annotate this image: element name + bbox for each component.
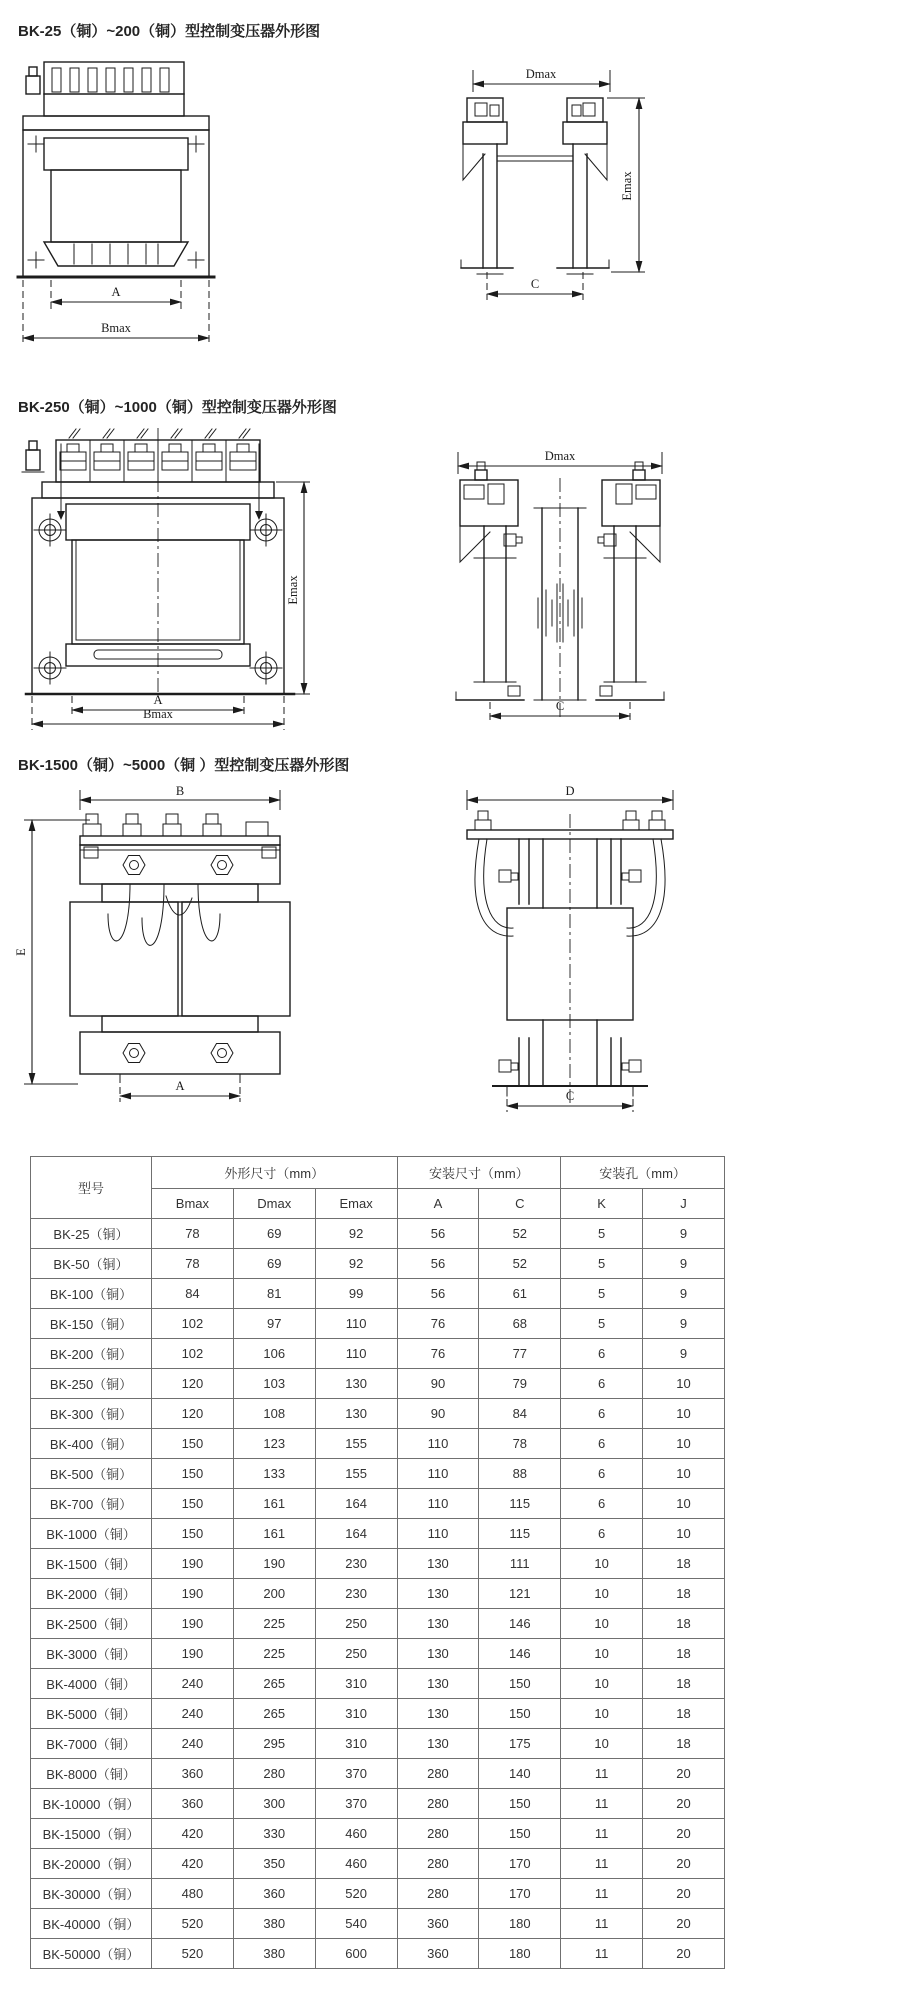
cell-value: 10 <box>643 1399 725 1429</box>
cell-value: 52 <box>479 1219 561 1249</box>
cell-model: BK-25（铜） <box>31 1219 152 1249</box>
cell-value: 280 <box>397 1789 479 1819</box>
cell-value: 11 <box>561 1849 643 1879</box>
table-row <box>31 1579 725 1609</box>
dimension-emax <box>276 482 310 694</box>
dimension-a <box>51 280 181 310</box>
cell-value: 170 <box>479 1849 561 1879</box>
col-header-k: K <box>561 1189 643 1219</box>
cell-value: 61 <box>479 1279 561 1309</box>
top-clamp <box>80 836 280 884</box>
cell-model: BK-2000（铜） <box>31 1579 152 1609</box>
cell-value: 130 <box>397 1609 479 1639</box>
table-row <box>31 1309 725 1339</box>
cell-value: 9 <box>643 1219 725 1249</box>
table-row <box>31 1279 725 1309</box>
cell-value: 18 <box>643 1609 725 1639</box>
table-row <box>31 1399 725 1429</box>
cell-value: 240 <box>152 1729 234 1759</box>
cell-value: 18 <box>643 1699 725 1729</box>
cell-value: 106 <box>233 1339 315 1369</box>
table-row <box>31 1549 725 1579</box>
table-row <box>31 1489 725 1519</box>
col-header-emax: Emax <box>315 1189 397 1219</box>
table-row <box>31 1519 725 1549</box>
cell-value: 5 <box>561 1309 643 1339</box>
cell-value: 150 <box>152 1519 234 1549</box>
cell-value: 9 <box>643 1339 725 1369</box>
cell-value: 460 <box>315 1819 397 1849</box>
bk250-side-view-drawing <box>450 448 670 728</box>
cell-value: 600 <box>315 1939 397 1969</box>
cell-value: 130 <box>315 1399 397 1429</box>
cell-value: 10 <box>643 1369 725 1399</box>
cell-value: 69 <box>233 1219 315 1249</box>
cell-value: 20 <box>643 1939 725 1969</box>
cell-value: 110 <box>315 1309 397 1339</box>
bk1500-front-view-drawing <box>12 786 312 1116</box>
table-row <box>31 1819 725 1849</box>
cell-value: 77 <box>479 1339 561 1369</box>
table-row <box>31 1249 725 1279</box>
cell-value: 10 <box>561 1609 643 1639</box>
cell-value: 225 <box>233 1609 315 1639</box>
cell-model: BK-100（铜） <box>31 1279 152 1309</box>
cell-value: 11 <box>561 1939 643 1969</box>
cell-value: 84 <box>479 1399 561 1429</box>
cell-model: BK-2500（铜） <box>31 1609 152 1639</box>
cell-value: 230 <box>315 1549 397 1579</box>
table-row <box>31 1879 725 1909</box>
cell-model: BK-30000（铜） <box>31 1879 152 1909</box>
cell-value: 150 <box>152 1429 234 1459</box>
dim-label-b: B <box>175 784 185 798</box>
cell-model: BK-300（铜） <box>31 1399 152 1429</box>
cell-value: 102 <box>152 1339 234 1369</box>
cell-value: 295 <box>233 1729 315 1759</box>
dimension-b <box>80 784 280 810</box>
cell-value: 52 <box>479 1249 561 1279</box>
cell-value: 56 <box>397 1279 479 1309</box>
table-row <box>31 1609 725 1639</box>
left-bolt <box>22 441 44 472</box>
cell-value: 250 <box>315 1639 397 1669</box>
cell-value: 18 <box>643 1579 725 1609</box>
coils <box>70 884 290 1032</box>
cell-value: 380 <box>233 1909 315 1939</box>
cell-value: 225 <box>233 1639 315 1669</box>
table-row <box>31 1459 725 1489</box>
cell-value: 78 <box>152 1249 234 1279</box>
dim-label-emax: Emax <box>286 575 300 605</box>
cell-value: 68 <box>479 1309 561 1339</box>
cell-value: 420 <box>152 1819 234 1849</box>
cell-value: 480 <box>152 1879 234 1909</box>
dimension-e <box>14 820 90 1084</box>
cell-value: 161 <box>233 1489 315 1519</box>
table-row <box>31 1429 725 1459</box>
cell-model: BK-4000（铜） <box>31 1669 152 1699</box>
cell-model: BK-250（铜） <box>31 1369 152 1399</box>
cell-model: BK-5000（铜） <box>31 1699 152 1729</box>
table-row <box>31 1759 725 1789</box>
dimension-dmax <box>473 67 610 92</box>
section3-heading: BK-1500（铜）~5000（铜 ）型控制变压器外形图 <box>18 757 350 774</box>
cell-value: 280 <box>397 1849 479 1879</box>
cell-value: 92 <box>315 1219 397 1249</box>
cell-value: 150 <box>479 1669 561 1699</box>
cell-model: BK-40000（铜） <box>31 1909 152 1939</box>
cell-value: 10 <box>643 1429 725 1459</box>
cell-model: BK-150（铜） <box>31 1309 152 1339</box>
top-terminal-bolts <box>83 814 268 836</box>
cell-value: 10 <box>643 1459 725 1489</box>
dim-label-e: E <box>14 948 28 956</box>
cell-value: 88 <box>479 1459 561 1489</box>
cell-value: 10 <box>561 1729 643 1759</box>
cell-value: 6 <box>561 1459 643 1489</box>
cell-value: 111 <box>479 1549 561 1579</box>
cell-value: 115 <box>479 1489 561 1519</box>
cell-value: 250 <box>315 1609 397 1639</box>
group-header-mounting-size: 安装尺寸（mm） <box>397 1157 561 1189</box>
cell-value: 110 <box>397 1519 479 1549</box>
cell-value: 350 <box>233 1849 315 1879</box>
cell-value: 300 <box>233 1789 315 1819</box>
cell-value: 130 <box>397 1639 479 1669</box>
dimension-c <box>507 1088 633 1112</box>
left-bracket <box>460 462 522 562</box>
cell-value: 150 <box>479 1819 561 1849</box>
transformer-body <box>18 116 214 277</box>
cell-value: 540 <box>315 1909 397 1939</box>
dim-label-d: D <box>565 784 575 798</box>
cell-value: 115 <box>479 1519 561 1549</box>
cell-value: 123 <box>233 1429 315 1459</box>
cell-value: 20 <box>643 1819 725 1849</box>
cell-value: 11 <box>561 1789 643 1819</box>
cell-value: 79 <box>479 1369 561 1399</box>
cell-value: 121 <box>479 1579 561 1609</box>
cell-value: 9 <box>643 1249 725 1279</box>
cell-value: 11 <box>561 1819 643 1849</box>
cell-value: 10 <box>561 1549 643 1579</box>
cell-value: 130 <box>315 1369 397 1399</box>
cell-model: BK-8000（铜） <box>31 1759 152 1789</box>
cell-value: 56 <box>397 1249 479 1279</box>
dim-label-dmax: Dmax <box>525 67 557 81</box>
cell-value: 6 <box>561 1519 643 1549</box>
group-header-mounting-hole: 安装孔（mm） <box>561 1157 725 1189</box>
bk250-front-view-drawing <box>14 424 320 732</box>
cell-value: 20 <box>643 1909 725 1939</box>
cell-value: 150 <box>152 1459 234 1489</box>
cell-value: 130 <box>397 1729 479 1759</box>
cell-model: BK-700（铜） <box>31 1489 152 1519</box>
cell-model: BK-15000（铜） <box>31 1819 152 1849</box>
group-header-outline-size: 外形尺寸（mm） <box>152 1157 398 1189</box>
cell-value: 265 <box>233 1699 315 1729</box>
table-row <box>31 1729 725 1759</box>
cell-value: 520 <box>152 1909 234 1939</box>
lead-wires <box>108 884 220 945</box>
table-row <box>31 1669 725 1699</box>
cell-value: 310 <box>315 1699 397 1729</box>
cell-value: 180 <box>479 1909 561 1939</box>
cell-value: 110 <box>397 1429 479 1459</box>
dimension-dmax <box>458 449 662 474</box>
dimension-c <box>487 272 583 300</box>
cell-value: 155 <box>315 1459 397 1489</box>
cell-value: 164 <box>315 1519 397 1549</box>
dimension-c <box>490 699 630 722</box>
cell-model: BK-400（铜） <box>31 1429 152 1459</box>
cell-model: BK-50（铜） <box>31 1249 152 1279</box>
table-row <box>31 1699 725 1729</box>
cell-value: 20 <box>643 1789 725 1819</box>
dimension-emax <box>607 98 645 272</box>
cell-value: 190 <box>152 1549 234 1579</box>
cell-value: 170 <box>479 1879 561 1909</box>
table-row <box>31 1369 725 1399</box>
cell-value: 310 <box>315 1729 397 1759</box>
cell-value: 146 <box>479 1609 561 1639</box>
table-row <box>31 1939 725 1969</box>
cell-value: 360 <box>233 1879 315 1909</box>
cell-value: 280 <box>397 1759 479 1789</box>
cell-value: 20 <box>643 1759 725 1789</box>
cell-value: 370 <box>315 1759 397 1789</box>
cell-model: BK-1000（铜） <box>31 1519 152 1549</box>
cell-value: 20 <box>643 1849 725 1879</box>
cell-value: 380 <box>233 1939 315 1969</box>
cell-value: 11 <box>561 1759 643 1789</box>
cell-value: 180 <box>479 1939 561 1969</box>
cell-value: 360 <box>397 1909 479 1939</box>
cell-value: 18 <box>643 1669 725 1699</box>
section2-heading: BK-250（铜）~1000（铜）型控制变压器外形图 <box>18 399 337 416</box>
terminal-block <box>26 62 184 116</box>
cell-model: BK-7000（铜） <box>31 1729 152 1759</box>
cell-value: 18 <box>643 1729 725 1759</box>
cell-value: 164 <box>315 1489 397 1519</box>
cell-value: 103 <box>233 1369 315 1399</box>
cell-value: 69 <box>233 1249 315 1279</box>
col-header-c: C <box>479 1189 561 1219</box>
cell-value: 360 <box>152 1759 234 1789</box>
cell-value: 130 <box>397 1549 479 1579</box>
cell-value: 240 <box>152 1669 234 1699</box>
table-row <box>31 1909 725 1939</box>
cell-value: 9 <box>643 1309 725 1339</box>
left-leg-assembly <box>463 98 507 268</box>
dimensions-spec-table <box>30 1156 725 1969</box>
cell-value: 78 <box>152 1219 234 1249</box>
cell-value: 110 <box>315 1339 397 1369</box>
cell-value: 265 <box>233 1669 315 1699</box>
cell-value: 240 <box>152 1699 234 1729</box>
cell-value: 56 <box>397 1219 479 1249</box>
cell-model: BK-500（铜） <box>31 1459 152 1489</box>
dim-label-c: C <box>555 699 565 713</box>
dimension-a <box>120 1076 240 1102</box>
cell-value: 150 <box>152 1489 234 1519</box>
cell-value: 97 <box>233 1309 315 1339</box>
cell-value: 110 <box>397 1459 479 1489</box>
cell-model: BK-50000（铜） <box>31 1939 152 1969</box>
cell-value: 150 <box>479 1699 561 1729</box>
col-header-a: A <box>397 1189 479 1219</box>
cell-value: 10 <box>561 1669 643 1699</box>
cell-value: 10 <box>561 1579 643 1609</box>
cell-value: 130 <box>397 1579 479 1609</box>
cell-value: 110 <box>397 1489 479 1519</box>
dim-label-bmax: Bmax <box>101 321 131 335</box>
cell-value: 9 <box>643 1279 725 1309</box>
cell-value: 520 <box>152 1939 234 1969</box>
cell-value: 420 <box>152 1849 234 1879</box>
dim-label-a: A <box>153 693 163 707</box>
cell-value: 155 <box>315 1429 397 1459</box>
cell-value: 11 <box>561 1909 643 1939</box>
cell-value: 78 <box>479 1429 561 1459</box>
cell-value: 230 <box>315 1579 397 1609</box>
cell-value: 10 <box>561 1639 643 1669</box>
cell-value: 175 <box>479 1729 561 1759</box>
cell-value: 6 <box>561 1399 643 1429</box>
cell-model: BK-1500（铜） <box>31 1549 152 1579</box>
cell-value: 330 <box>233 1819 315 1849</box>
cell-value: 360 <box>152 1789 234 1819</box>
cell-value: 140 <box>479 1759 561 1789</box>
cell-value: 190 <box>152 1609 234 1639</box>
right-bracket <box>598 462 660 562</box>
cell-value: 280 <box>397 1879 479 1909</box>
right-leg-assembly <box>563 98 607 268</box>
cell-value: 360 <box>397 1939 479 1969</box>
cell-value: 130 <box>397 1669 479 1699</box>
cell-model: BK-20000（铜） <box>31 1849 152 1879</box>
cell-value: 84 <box>152 1279 234 1309</box>
dim-label-dmax: Dmax <box>544 449 576 463</box>
cell-value: 120 <box>152 1399 234 1429</box>
dimension-d <box>467 784 673 810</box>
col-header-bmax: Bmax <box>152 1189 234 1219</box>
dim-label-emax: Emax <box>620 171 634 201</box>
section1-heading: BK-25（铜）~200（铜）型控制变压器外形图 <box>18 23 321 40</box>
table-row <box>31 1639 725 1669</box>
cell-value: 146 <box>479 1639 561 1669</box>
bottom-clamp <box>80 1032 280 1082</box>
table-row <box>31 1849 725 1879</box>
cell-value: 130 <box>397 1699 479 1729</box>
col-header-model: 型号 <box>31 1157 152 1219</box>
cell-value: 200 <box>233 1579 315 1609</box>
cell-value: 370 <box>315 1789 397 1819</box>
wire-hatches <box>69 429 250 438</box>
col-header-dmax: Dmax <box>233 1189 315 1219</box>
table-row <box>31 1219 725 1249</box>
transformer-body <box>26 482 294 694</box>
cell-value: 6 <box>561 1339 643 1369</box>
cell-value: 90 <box>397 1399 479 1429</box>
dim-label-a: A <box>111 285 121 299</box>
cell-value: 10 <box>643 1519 725 1549</box>
cell-value: 520 <box>315 1879 397 1909</box>
cell-value: 6 <box>561 1369 643 1399</box>
cell-value: 18 <box>643 1549 725 1579</box>
dim-label-c: C <box>565 1089 575 1103</box>
cell-value: 11 <box>561 1879 643 1909</box>
cell-value: 460 <box>315 1849 397 1879</box>
cell-value: 99 <box>315 1279 397 1309</box>
cell-value: 108 <box>233 1399 315 1429</box>
cell-value: 76 <box>397 1339 479 1369</box>
cell-value: 150 <box>479 1789 561 1819</box>
cell-model: BK-3000（铜） <box>31 1639 152 1669</box>
bk25-side-view-drawing <box>455 62 660 307</box>
col-header-j: J <box>643 1189 725 1219</box>
cell-value: 10 <box>561 1699 643 1729</box>
cell-value: 190 <box>233 1549 315 1579</box>
cell-value: 280 <box>397 1819 479 1849</box>
cell-value: 190 <box>152 1579 234 1609</box>
cell-value: 76 <box>397 1309 479 1339</box>
cell-value: 5 <box>561 1279 643 1309</box>
cell-value: 6 <box>561 1429 643 1459</box>
bk25-front-view-drawing <box>16 54 216 366</box>
cell-value: 18 <box>643 1639 725 1669</box>
mounting-cross-marks <box>28 136 204 268</box>
cell-value: 20 <box>643 1879 725 1909</box>
bk1500-side-view-drawing <box>455 786 685 1116</box>
cell-model: BK-10000（铜） <box>31 1789 152 1819</box>
dim-label-bmax: Bmax <box>143 707 173 721</box>
dim-label-c: C <box>530 277 540 291</box>
cell-value: 133 <box>233 1459 315 1489</box>
terminal-block <box>56 440 260 482</box>
cell-value: 92 <box>315 1249 397 1279</box>
cell-value: 310 <box>315 1669 397 1699</box>
cell-value: 120 <box>152 1369 234 1399</box>
cell-value: 10 <box>643 1489 725 1519</box>
cell-value: 6 <box>561 1489 643 1519</box>
cell-value: 90 <box>397 1369 479 1399</box>
cell-value: 190 <box>152 1639 234 1669</box>
cell-model: BK-200（铜） <box>31 1339 152 1369</box>
dim-label-a: A <box>175 1079 185 1093</box>
crossbar <box>497 156 573 161</box>
cell-value: 81 <box>233 1279 315 1309</box>
cell-value: 161 <box>233 1519 315 1549</box>
table-row <box>31 1789 725 1819</box>
cell-value: 280 <box>233 1759 315 1789</box>
cell-value: 5 <box>561 1219 643 1249</box>
cell-value: 102 <box>152 1309 234 1339</box>
cell-value: 5 <box>561 1249 643 1279</box>
table-row <box>31 1339 725 1369</box>
